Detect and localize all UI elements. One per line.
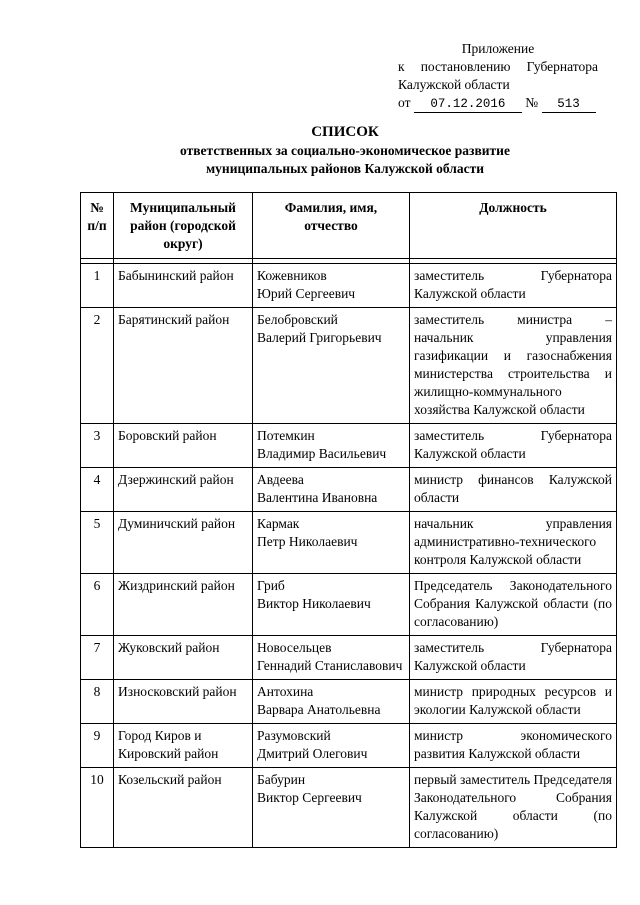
position-cell: первый заместитель Председателя Законодательного Собрания Калужской области (по согласованию) bbox=[410, 768, 617, 848]
district-cell: Барятинский район bbox=[114, 308, 253, 424]
person-surname: Новосельцев bbox=[257, 640, 332, 655]
person-name-cell bbox=[253, 264, 410, 308]
appendix-line-3: Калужской области bbox=[398, 77, 510, 92]
appendix-block bbox=[398, 40, 598, 113]
table-row bbox=[81, 724, 617, 768]
row-number: 4 bbox=[81, 468, 114, 512]
district-cell: Износковский район bbox=[114, 680, 253, 724]
person-name-cell bbox=[253, 680, 410, 724]
person-surname: Бабурин bbox=[257, 772, 306, 787]
position-cell: начальник управления административно-технического контроля Калужской области bbox=[410, 512, 617, 574]
table-row bbox=[81, 574, 617, 636]
table-row bbox=[81, 512, 617, 574]
district-cell: Бабынинский район bbox=[114, 264, 253, 308]
table-header bbox=[81, 193, 617, 259]
position-cell: заместитель Губернатора Калужской области bbox=[410, 264, 617, 308]
position-cell: министр экономического развития Калужской области bbox=[410, 724, 617, 768]
person-name-cell bbox=[253, 308, 410, 424]
table-body bbox=[81, 259, 617, 848]
district-cell: Город Киров и Кировский район bbox=[114, 724, 253, 768]
district-cell: Думиничский район bbox=[114, 512, 253, 574]
heading-line-3: муниципальных районов Калужской области bbox=[205, 161, 485, 176]
row-number: 8 bbox=[81, 680, 114, 724]
col-number: № п/п bbox=[81, 193, 114, 259]
table-row bbox=[81, 308, 617, 424]
table-row bbox=[81, 424, 617, 468]
table-row bbox=[81, 768, 617, 848]
person-given-names: Петр Николаевич bbox=[257, 534, 358, 549]
person-surname: Гриб bbox=[257, 578, 285, 593]
col-district: Муниципальный район (городской округ) bbox=[114, 193, 253, 259]
row-number: 5 bbox=[81, 512, 114, 574]
col-position: Должность bbox=[410, 193, 617, 259]
document-heading bbox=[80, 122, 610, 178]
person-given-names: Валерий Григорьевич bbox=[257, 330, 382, 345]
person-surname: Разумовский bbox=[257, 728, 331, 743]
table-row bbox=[81, 680, 617, 724]
person-surname: Кожевников bbox=[257, 268, 327, 283]
table-row bbox=[81, 468, 617, 512]
row-number: 7 bbox=[81, 636, 114, 680]
table-header-row bbox=[81, 193, 617, 259]
table-row bbox=[81, 636, 617, 680]
number-value: 513 bbox=[542, 97, 596, 113]
row-number: 10 bbox=[81, 768, 114, 848]
appendix-title: Приложение bbox=[461, 41, 535, 56]
person-surname: Белобровский bbox=[257, 312, 338, 327]
person-name-cell bbox=[253, 574, 410, 636]
row-number: 2 bbox=[81, 308, 114, 424]
person-surname: Кармак bbox=[257, 516, 300, 531]
person-given-names: Виктор Сергеевич bbox=[257, 790, 362, 805]
position-cell: Председатель Законодательного Собрания Калужской области (по согласованию) bbox=[410, 574, 617, 636]
appendix-line-2: к постановлению Губернатора bbox=[398, 59, 598, 74]
heading-title: СПИСОК bbox=[311, 124, 379, 140]
date-value: 07.12.2016 bbox=[414, 97, 522, 113]
table-row bbox=[81, 264, 617, 308]
district-cell: Жуковский район bbox=[114, 636, 253, 680]
person-given-names: Виктор Николаевич bbox=[257, 596, 371, 611]
person-given-names: Юрий Сергеевич bbox=[257, 286, 356, 301]
position-cell: министр финансов Калужской области bbox=[410, 468, 617, 512]
person-given-names: Валентина Ивановна bbox=[257, 490, 378, 505]
position-cell: заместитель Губернатора Калужской области bbox=[410, 424, 617, 468]
district-cell: Боровский район bbox=[114, 424, 253, 468]
row-number: 1 bbox=[81, 264, 114, 308]
district-cell: Жиздринский район bbox=[114, 574, 253, 636]
person-name-cell bbox=[253, 724, 410, 768]
col-name: Фамилия, имя, отчество bbox=[253, 193, 410, 259]
person-given-names: Дмитрий Олегович bbox=[257, 746, 368, 761]
responsible-persons-table bbox=[80, 192, 617, 848]
person-given-names: Владимир Васильевич bbox=[257, 446, 387, 461]
person-surname: Авдеева bbox=[257, 472, 304, 487]
row-number: 3 bbox=[81, 424, 114, 468]
appendix-date-line bbox=[398, 94, 598, 113]
district-cell: Дзержинский район bbox=[114, 468, 253, 512]
heading-line-2: ответственных за социально-экономическое развитие bbox=[180, 143, 510, 158]
person-name-cell bbox=[253, 768, 410, 848]
position-cell: министр природных ресурсов и экологии Калужской области bbox=[410, 680, 617, 724]
person-given-names: Геннадий Станиславович bbox=[257, 658, 403, 673]
person-given-names: Варвара Анатольевна bbox=[257, 702, 381, 717]
district-cell: Козельский район bbox=[114, 768, 253, 848]
person-name-cell bbox=[253, 424, 410, 468]
row-number: 9 bbox=[81, 724, 114, 768]
number-prefix: № bbox=[525, 95, 539, 110]
person-name-cell bbox=[253, 636, 410, 680]
row-number: 6 bbox=[81, 574, 114, 636]
person-surname: Антохина bbox=[257, 684, 314, 699]
person-name-cell bbox=[253, 512, 410, 574]
person-name-cell bbox=[253, 468, 410, 512]
position-cell: заместитель министра – начальник управления газификации и газоснабжения министерства строительства и жилищно-коммунального хозяйства Калужской области bbox=[410, 308, 617, 424]
date-prefix: от bbox=[398, 95, 411, 110]
position-cell: заместитель Губернатора Калужской области bbox=[410, 636, 617, 680]
person-surname: Потемкин bbox=[257, 428, 315, 443]
